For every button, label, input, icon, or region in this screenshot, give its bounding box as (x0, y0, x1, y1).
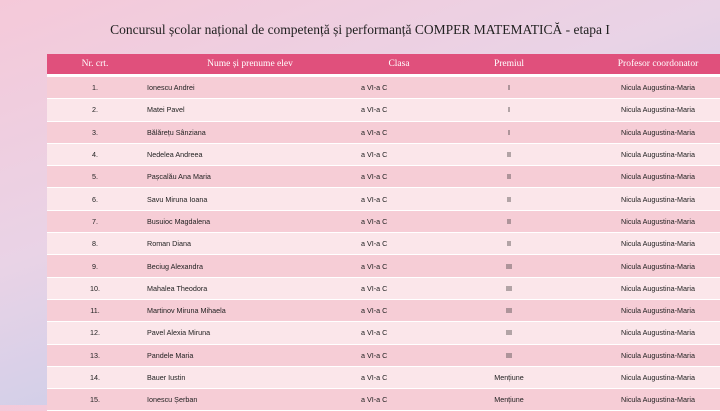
cell-class: a VI-a C (357, 210, 441, 232)
header-prize: Premiul (441, 54, 577, 76)
cell-student-name: Busuioc Magdalena (143, 210, 357, 232)
results-table (47, 54, 720, 411)
cell-nr-crt: 5. (47, 166, 143, 188)
table-body (47, 76, 720, 411)
table-row (47, 76, 720, 99)
cell-nr-crt: 9. (47, 255, 143, 277)
table-row (47, 344, 720, 366)
cell-student-name: Pandele Maria (143, 344, 357, 366)
header-nr-crt: Nr. crt. (47, 54, 143, 76)
cell-prize: III (441, 277, 577, 299)
cell-nr-crt: 4. (47, 143, 143, 165)
cell-class: a VI-a C (357, 188, 441, 210)
cell-coordinator: Nicula Augustina-Maria (577, 166, 720, 188)
cell-prize: II (441, 188, 577, 210)
table-row (47, 99, 720, 121)
cell-nr-crt: 12. (47, 322, 143, 344)
cell-nr-crt: 6. (47, 188, 143, 210)
cell-student-name: Ionescu Șerban (143, 389, 357, 411)
table-row (47, 210, 720, 232)
cell-coordinator: Nicula Augustina-Maria (577, 76, 720, 99)
cell-prize: I (441, 99, 577, 121)
cell-nr-crt: 7. (47, 210, 143, 232)
cell-coordinator: Nicula Augustina-Maria (577, 344, 720, 366)
cell-student-name: Nedelea Andreea (143, 143, 357, 165)
cell-student-name: Savu Miruna Ioana (143, 188, 357, 210)
cell-student-name: Bauer Iustin (143, 366, 357, 388)
table-row (47, 143, 720, 165)
cell-coordinator: Nicula Augustina-Maria (577, 99, 720, 121)
table-row (47, 322, 720, 344)
cell-prize: III (441, 344, 577, 366)
cell-class: a VI-a C (357, 366, 441, 388)
cell-class: a VI-a C (357, 76, 441, 99)
cell-coordinator: Nicula Augustina-Maria (577, 143, 720, 165)
table-row (47, 121, 720, 143)
cell-nr-crt: 8. (47, 233, 143, 255)
table-row (47, 366, 720, 388)
table-header (47, 54, 720, 76)
header-coordinator: Profesor coordonator (577, 54, 720, 76)
cell-prize: II (441, 143, 577, 165)
cell-class: a VI-a C (357, 299, 441, 321)
cell-student-name: Bălărețu Sânziana (143, 121, 357, 143)
cell-coordinator: Nicula Augustina-Maria (577, 277, 720, 299)
cell-coordinator: Nicula Augustina-Maria (577, 322, 720, 344)
page-title: Concursul școlar național de competență și performanță COMPER MATEMATICĂ - etapa I (110, 22, 610, 37)
header-row (47, 54, 720, 76)
table-row (47, 255, 720, 277)
table-row (47, 299, 720, 321)
cell-nr-crt: 1. (47, 76, 143, 99)
cell-student-name: Martinov Miruna Mihaela (143, 299, 357, 321)
cell-prize: Mențiune (441, 366, 577, 388)
table-row (47, 277, 720, 299)
cell-nr-crt: 3. (47, 121, 143, 143)
header-class: Clasa (357, 54, 441, 76)
table-row (47, 389, 720, 411)
cell-coordinator: Nicula Augustina-Maria (577, 121, 720, 143)
cell-prize: I (441, 121, 577, 143)
cell-class: a VI-a C (357, 233, 441, 255)
cell-class: a VI-a C (357, 166, 441, 188)
cell-prize: I (441, 76, 577, 99)
cell-prize: II (441, 210, 577, 232)
cell-class: a VI-a C (357, 344, 441, 366)
cell-class: a VI-a C (357, 121, 441, 143)
cell-student-name: Beciug Alexandra (143, 255, 357, 277)
cell-student-name: Pavel Alexia Miruna (143, 322, 357, 344)
cell-prize: III (441, 255, 577, 277)
cell-nr-crt: 2. (47, 99, 143, 121)
cell-prize: III (441, 299, 577, 321)
cell-coordinator: Nicula Augustina-Maria (577, 188, 720, 210)
cell-prize: II (441, 233, 577, 255)
cell-class: a VI-a C (357, 389, 441, 411)
cell-class: a VI-a C (357, 322, 441, 344)
results-table-container (47, 54, 699, 411)
cell-coordinator: Nicula Augustina-Maria (577, 299, 720, 321)
cell-class: a VI-a C (357, 277, 441, 299)
cell-coordinator: Nicula Augustina-Maria (577, 389, 720, 411)
cell-coordinator: Nicula Augustina-Maria (577, 366, 720, 388)
cell-prize: III (441, 322, 577, 344)
table-row (47, 166, 720, 188)
cell-student-name: Ionescu Andrei (143, 76, 357, 99)
cell-nr-crt: 14. (47, 366, 143, 388)
cell-student-name: Pașcalău Ana Maria (143, 166, 357, 188)
cell-nr-crt: 13. (47, 344, 143, 366)
table-row (47, 233, 720, 255)
cell-nr-crt: 15. (47, 389, 143, 411)
cell-student-name: Matei Pavel (143, 99, 357, 121)
table-row (47, 188, 720, 210)
cell-class: a VI-a C (357, 143, 441, 165)
cell-nr-crt: 11. (47, 299, 143, 321)
cell-student-name: Mahalea Theodora (143, 277, 357, 299)
cell-class: a VI-a C (357, 99, 441, 121)
cell-prize: Mențiune (441, 389, 577, 411)
cell-class: a VI-a C (357, 255, 441, 277)
cell-coordinator: Nicula Augustina-Maria (577, 233, 720, 255)
cell-student-name: Roman Diana (143, 233, 357, 255)
cell-coordinator: Nicula Augustina-Maria (577, 255, 720, 277)
cell-coordinator: Nicula Augustina-Maria (577, 210, 720, 232)
cell-prize: II (441, 166, 577, 188)
cell-nr-crt: 10. (47, 277, 143, 299)
header-student-name: Nume și prenume elev (143, 54, 357, 76)
